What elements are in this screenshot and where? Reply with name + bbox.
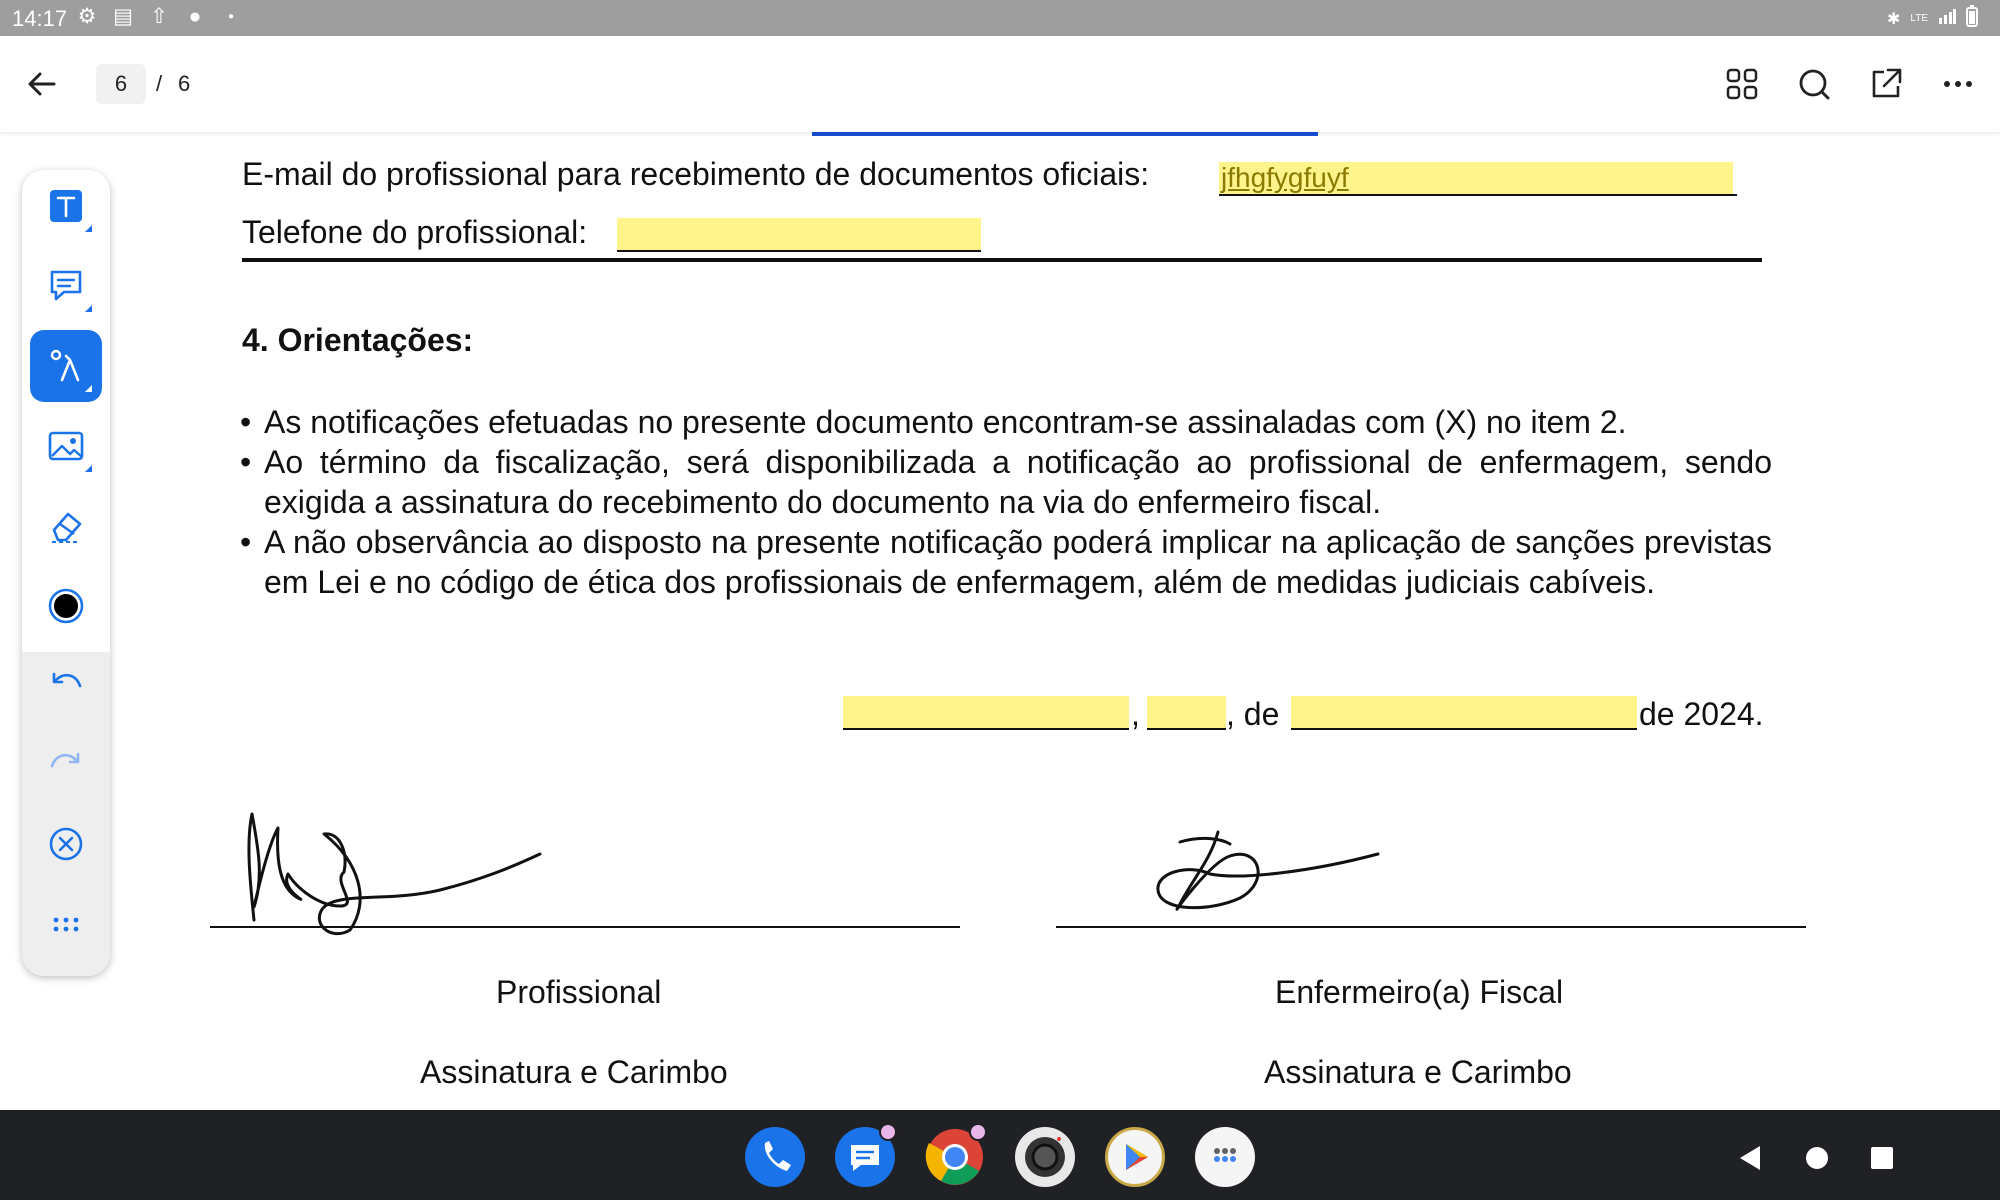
grid-icon bbox=[1722, 64, 1762, 104]
nav-recents-button[interactable] bbox=[1862, 1138, 1902, 1178]
list-item: • As notificações efetuadas no presente documento encontram-se assinaladas com (X) no item 2. bbox=[240, 402, 1772, 442]
redo-icon bbox=[48, 746, 84, 782]
previous-line-fragment bbox=[812, 132, 1318, 136]
arrow-left-icon bbox=[22, 64, 62, 104]
email-label: E-mail do profissional para recebimento de documentos oficiais: bbox=[242, 156, 1150, 192]
page-total: 6 bbox=[178, 71, 191, 96]
grid-view-button[interactable] bbox=[1722, 64, 1762, 104]
phone-field[interactable] bbox=[617, 218, 981, 252]
signature-professional[interactable] bbox=[240, 802, 550, 942]
month-field[interactable] bbox=[1291, 696, 1637, 730]
phone-app[interactable] bbox=[745, 1127, 805, 1187]
home-circle-icon bbox=[1797, 1138, 1837, 1178]
drag-handle[interactable] bbox=[30, 888, 102, 960]
phone-label: Telefone do profissional: bbox=[242, 214, 588, 250]
triangle-back-icon bbox=[1730, 1138, 1770, 1178]
section-title: 4. Orientações: bbox=[242, 322, 474, 358]
app-drawer-button[interactable] bbox=[1195, 1127, 1255, 1187]
image-tool-button[interactable] bbox=[30, 410, 102, 482]
alert-icon: ● bbox=[188, 5, 202, 28]
pen-nib-icon bbox=[48, 348, 84, 384]
page-separator: / bbox=[156, 71, 163, 96]
battery-icon bbox=[1966, 5, 1978, 32]
eraser-tool-button[interactable] bbox=[30, 490, 102, 562]
color-dot-icon bbox=[48, 588, 84, 624]
apps-grid-icon bbox=[1195, 1127, 1255, 1187]
nav-back-button[interactable] bbox=[1730, 1138, 1770, 1178]
list-item: • A não observância ao disposto na presente notificação poderá implicar na aplicação de sanções previstas em Lei e no código de ética dos profissionais de enfermagem, além de medidas judiciais cabíveis. bbox=[240, 522, 1772, 602]
date-comma: , bbox=[1131, 696, 1140, 732]
text-box-icon bbox=[48, 188, 84, 224]
signature-fiscal[interactable] bbox=[1150, 822, 1390, 922]
notes-icon: ▤ bbox=[113, 5, 133, 28]
signer-right-caption: Assinatura e Carimbo bbox=[1264, 1054, 1572, 1090]
signer-left-role: Profissional bbox=[496, 974, 662, 1010]
play-store-icon bbox=[1108, 1130, 1162, 1184]
more-options-button[interactable] bbox=[1938, 64, 1978, 104]
list-item: • Ao término da fiscalização, será disponibilizada a notificação ao profissional de enfermagem, sendo exigida a assinatura do recebimento do documento na via do enfermeiro fiscal. bbox=[240, 442, 1772, 522]
phone-icon bbox=[745, 1127, 805, 1187]
redo-button[interactable] bbox=[30, 728, 102, 800]
day-field[interactable] bbox=[1147, 696, 1226, 730]
play-store-app[interactable] bbox=[1105, 1127, 1165, 1187]
camera-app[interactable] bbox=[1015, 1127, 1075, 1187]
messages-app[interactable] bbox=[835, 1127, 895, 1187]
undo-button[interactable] bbox=[30, 648, 102, 720]
undo-icon bbox=[48, 666, 84, 702]
recents-square-icon bbox=[1862, 1138, 1902, 1178]
chrome-app[interactable] bbox=[925, 1127, 985, 1187]
day-underline bbox=[1147, 728, 1226, 730]
date-de: , de bbox=[1226, 696, 1280, 732]
signer-right-role: Enfermeiro(a) Fiscal bbox=[1275, 974, 1564, 1010]
camera-icon bbox=[1015, 1127, 1075, 1187]
page-number-input[interactable]: 6 bbox=[96, 64, 146, 104]
more-horizontal-icon bbox=[1938, 64, 1978, 104]
search-icon bbox=[1794, 64, 1834, 104]
notification-badge bbox=[879, 1123, 897, 1141]
back-button[interactable] bbox=[22, 64, 62, 104]
eraser-icon bbox=[48, 508, 84, 544]
city-field[interactable] bbox=[843, 696, 1129, 730]
close-annotation-button[interactable] bbox=[30, 808, 102, 880]
phone-underline bbox=[617, 250, 981, 252]
color-picker-button[interactable] bbox=[30, 570, 102, 642]
share-button[interactable] bbox=[1866, 64, 1906, 104]
share-external-icon bbox=[1866, 64, 1906, 104]
guidelines-list bbox=[240, 402, 1772, 602]
section-divider bbox=[242, 258, 1762, 262]
close-circle-icon bbox=[48, 826, 84, 862]
drag-dots-icon bbox=[48, 906, 84, 942]
document-page bbox=[0, 132, 2000, 1110]
date-year: de 2024. bbox=[1639, 696, 1764, 732]
annotation-toolbar bbox=[22, 170, 110, 976]
upload-icon: ⇧ bbox=[150, 5, 168, 28]
notification-badge bbox=[969, 1123, 987, 1141]
comment-tool-button[interactable] bbox=[30, 250, 102, 322]
comment-icon bbox=[48, 268, 84, 304]
bluetooth-icon: ✱ bbox=[1886, 10, 1901, 28]
settings-icon: ⚙ bbox=[77, 5, 97, 28]
status-bar bbox=[0, 0, 2000, 36]
email-underline bbox=[1219, 194, 1737, 196]
more-notifications-icon: ● bbox=[227, 11, 235, 22]
email-value[interactable]: jfhgfygfuyf bbox=[1221, 162, 1349, 193]
signature-line-fiscal bbox=[1056, 926, 1806, 928]
city-underline bbox=[843, 728, 1129, 730]
image-icon bbox=[48, 428, 84, 464]
text-tool-button[interactable] bbox=[30, 170, 102, 242]
search-button[interactable] bbox=[1794, 64, 1834, 104]
signer-left-caption: Assinatura e Carimbo bbox=[420, 1054, 728, 1090]
lte-label: LTE bbox=[1910, 13, 1928, 24]
signature-tool-button[interactable] bbox=[30, 330, 102, 402]
nav-home-button[interactable] bbox=[1797, 1138, 1837, 1178]
status-time: 14:17 bbox=[12, 6, 68, 31]
top-app-bar bbox=[0, 36, 2000, 132]
signature-line-professional bbox=[210, 926, 960, 928]
taskbar bbox=[0, 1110, 2000, 1200]
signal-icon bbox=[1938, 8, 1956, 29]
month-underline bbox=[1291, 728, 1637, 730]
